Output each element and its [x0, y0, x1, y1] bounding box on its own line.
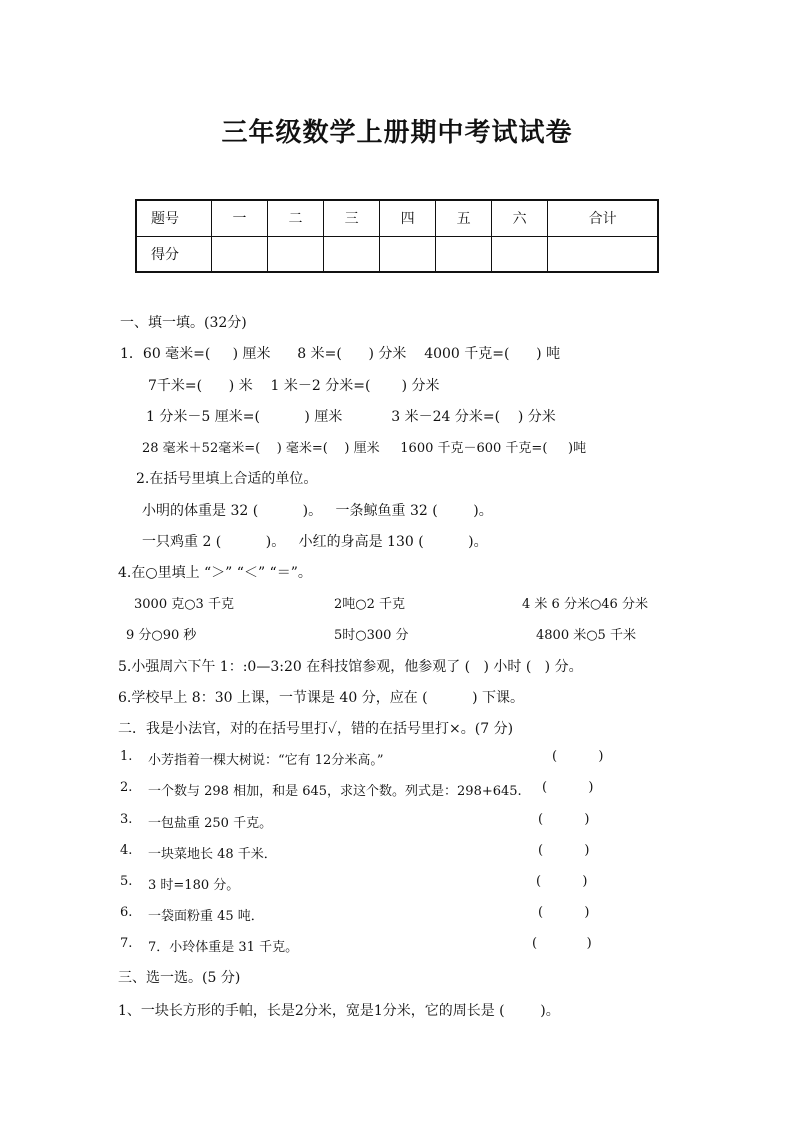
judge-item-number: 5.: [120, 874, 133, 889]
compare-item: 3000 克○3 千克: [134, 597, 234, 612]
question-1-line: 1．60 毫米=( ) 厘米 8 米=( ) 分米 4000 千克=( ) 吨: [120, 346, 561, 362]
question-6: 6.学校早上 8：30 上课，一节课是 40 分，应在 ( ) 下课。: [118, 690, 525, 706]
choice-question-1: 1、一块长方形的手帕，长是2分米，宽是1分米，它的周长是 ( )。: [118, 1003, 560, 1019]
judge-item-number: 1.: [120, 749, 133, 764]
score-table-header-row: [136, 200, 658, 236]
score-cell[interactable]: [492, 236, 548, 272]
score-cell[interactable]: [268, 236, 324, 272]
question-2-line: 小明的体重是 32 ( )。 一条鲸鱼重 32 ( )。: [142, 503, 493, 519]
question-2-line: 一只鸡重 2 ( )。 小红的身高是 130 ( )。: [142, 534, 488, 550]
score-table: [135, 199, 659, 273]
section-3-heading: 三、选一选。(5 分): [118, 970, 241, 986]
judge-answer-paren[interactable]: ( ): [552, 749, 604, 764]
judge-item-text: 小芳指着一棵大树说：“它有 12分米高。”: [148, 753, 384, 768]
compare-item: 2吨○2 千克: [334, 597, 406, 612]
judge-answer-paren[interactable]: ( ): [542, 780, 594, 795]
section-2-heading: 二．我是小法官，对的在括号里打✓，错的在括号里打×。(7 分): [118, 721, 514, 737]
score-cell[interactable]: [436, 236, 492, 272]
judge-item-number: 2.: [120, 780, 133, 795]
judge-item-number: 7.: [120, 936, 133, 951]
judge-answer-paren[interactable]: ( ): [538, 843, 590, 858]
score-table-header-cell: 三: [324, 200, 380, 236]
judge-answer-paren[interactable]: ( ): [532, 936, 592, 951]
judge-item-number: 4.: [120, 843, 133, 858]
score-table-header-cell: 二: [268, 200, 324, 236]
question-5: 5.小强周六下午 1：:0—3:20 在科技馆参观，他参观了 ( ) 小时 ( ) 分。: [118, 659, 583, 675]
judge-item-text: 3 时=180 分。: [148, 878, 240, 893]
judge-item-number: 6.: [120, 905, 133, 920]
score-table-header-cell: 四: [380, 200, 436, 236]
score-table-header-cell: 题号: [136, 200, 212, 236]
judge-item-text: 7．小玲体重是 31 千克。: [148, 940, 299, 955]
score-table-score-row: [136, 236, 658, 272]
compare-item: 4800 米○5 千米: [536, 628, 636, 643]
score-cell[interactable]: [380, 236, 436, 272]
question-1-line: 7千米=( ) 米 1 米－2 分米=( ) 分米: [148, 378, 440, 394]
score-table-header-cell: 六: [492, 200, 548, 236]
question-2-heading: 2.在括号里填上合适的单位。: [136, 471, 318, 487]
judge-item-text: 一块菜地长 48 千米．: [148, 847, 277, 862]
score-table-header-cell: 合计: [548, 200, 658, 236]
score-table-row-label: 得分: [136, 236, 212, 272]
judge-item-text: 一袋面粉重 45 吨．: [148, 909, 264, 924]
section-1-heading: 一、填一填。(32分): [120, 315, 247, 331]
question-1-line: 1 分米－5 厘米=( ) 厘米 3 米－24 分米=( ) 分米: [146, 409, 556, 425]
judge-item-text: 一个数与 298 相加，和是 645，求这个数。列式是：298+645.: [148, 784, 522, 799]
judge-item-number: 3.: [120, 812, 133, 827]
score-cell[interactable]: [324, 236, 380, 272]
score-cell[interactable]: [212, 236, 268, 272]
compare-item: 4 米 6 分米○46 分米: [522, 597, 648, 612]
score-table-header-cell: 一: [212, 200, 268, 236]
compare-item: 5时○300 分: [334, 628, 409, 643]
judge-answer-paren[interactable]: ( ): [538, 905, 590, 920]
judge-answer-paren[interactable]: ( ): [536, 874, 588, 889]
compare-item: 9 分○90 秒: [126, 628, 197, 643]
question-4-heading: 4.在○里填上 “＞” “＜” “＝”。: [118, 565, 312, 581]
page-title: 三年级数学上册期中考试试卷: [221, 118, 573, 148]
score-cell[interactable]: [548, 236, 658, 272]
judge-answer-paren[interactable]: ( ): [538, 812, 590, 827]
score-table-header-cell: 五: [436, 200, 492, 236]
judge-item-text: 一包盐重 250 千克。: [148, 816, 273, 831]
question-1-line: 28 毫米＋52毫米=( ) 毫米=( ) 厘米 1600 千克－600 千克=( )吨: [142, 441, 587, 456]
